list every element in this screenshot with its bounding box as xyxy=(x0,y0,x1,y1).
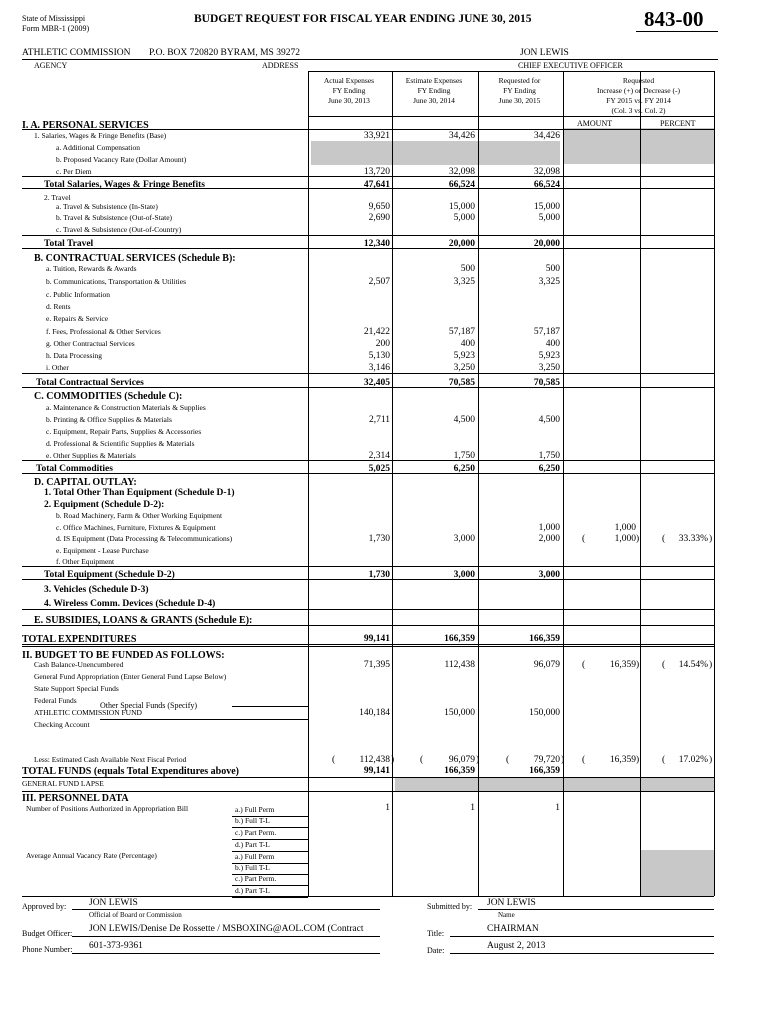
personnel-value: 1 xyxy=(555,803,560,813)
row-label: General Fund Appropriation (Enter General Fund Lapse Below) xyxy=(34,672,227,681)
cell-c2: 500 xyxy=(460,264,475,274)
personnel-value: 1 xyxy=(385,803,390,813)
cell-c2: 57,187 xyxy=(448,327,475,337)
personnel-head: III. PERSONNEL DATA xyxy=(22,793,129,804)
row-divider xyxy=(22,566,714,567)
open-paren: ( xyxy=(332,755,336,765)
column-divider xyxy=(392,791,393,896)
column-header-c1-line: June 30, 2013 xyxy=(328,96,370,105)
cell-c2: 5,000 xyxy=(453,213,475,223)
row-label: Total Equipment (Schedule D-2) xyxy=(44,570,175,580)
cell-c2: 32,098 xyxy=(448,167,475,177)
row-label: e. Equipment - Lease Purchase xyxy=(56,546,149,555)
column-divider xyxy=(640,71,641,791)
cell-c3: 1,000 xyxy=(538,523,560,533)
column-header-c4-line: Requested xyxy=(622,76,655,85)
cell-c2: 3,325 xyxy=(453,277,475,287)
row-divider xyxy=(22,373,714,374)
cell-c2: 3,000 xyxy=(453,534,475,544)
agency-code: 843-00 xyxy=(644,7,704,31)
other-special-funds-label: Other Special Funds (Specify) xyxy=(100,701,198,710)
row-label: h. Data Processing xyxy=(46,351,103,360)
column-divider xyxy=(714,71,715,791)
row-label: b. Communications, Transportation & Utilities xyxy=(46,277,187,286)
row-label: a. Travel & Subsistence (In-State) xyxy=(56,202,158,211)
cell-c3: 5,000 xyxy=(538,213,560,223)
row-label: d. IS Equipment (Data Processing & Telecommunications) xyxy=(56,534,233,543)
cell-c3: 32,098 xyxy=(533,167,560,177)
row-label: d. Rents xyxy=(46,302,71,311)
row-label: c. Travel & Subsistence (Out-of-Country) xyxy=(56,225,182,234)
cell-c1: 112,438 xyxy=(359,755,390,765)
cell-c1: 2,507 xyxy=(368,277,390,287)
cell-percent: 14.54% xyxy=(678,660,708,670)
cell-c1: 1,730 xyxy=(368,534,390,544)
open-paren: ( xyxy=(662,660,666,670)
cell-c2: 150,000 xyxy=(444,708,475,718)
cell-c2: 20,000 xyxy=(448,239,475,249)
cell-c1: 99,141 xyxy=(363,634,390,644)
vacancy-label: Average Annual Vacancy Rate (Percentage) xyxy=(26,851,157,860)
form-number: Form MBR-1 (2009) xyxy=(22,24,90,33)
cell-c3: 166,359 xyxy=(529,634,560,644)
row-label: b. Proposed Vacancy Rate (Dollar Amount) xyxy=(56,155,187,164)
row-label: C. COMMODITIES (Schedule C): xyxy=(34,391,183,402)
cell-c3: 5,923 xyxy=(538,351,560,361)
row-label: Total Salaries, Wages & Fringe Benefits xyxy=(44,180,205,190)
cell-c2: 70,585 xyxy=(448,378,475,388)
column-header-c2-line: June 30, 2014 xyxy=(413,96,455,105)
personnel-subrow: a.) Full Perm xyxy=(235,852,275,861)
cell-c3: 2,000 xyxy=(538,534,560,544)
cell-c2: 15,000 xyxy=(448,202,475,212)
personnel-value: 1 xyxy=(470,803,475,813)
amount-header: AMOUNT xyxy=(577,119,613,128)
cell-c3: 400 xyxy=(545,339,560,349)
officer-name: JON LEWIS xyxy=(520,48,569,58)
open-paren: ( xyxy=(662,534,666,544)
row-label: g. Other Contractual Services xyxy=(46,339,135,348)
cell-percent: 17.02% xyxy=(678,755,708,765)
open-paren: ( xyxy=(582,755,586,765)
row-label: 4. Wireless Comm. Devices (Schedule D-4) xyxy=(44,599,216,609)
approved-sub: Official of Board or Commission xyxy=(89,911,182,919)
row-label: b. Travel & Subsistence (Out-of-State) xyxy=(56,213,173,222)
submitted-label: Submitted by: xyxy=(427,902,473,911)
title-value: CHAIRMAN xyxy=(487,924,539,934)
cell-c1: 2,314 xyxy=(368,451,390,461)
cell-c1: 12,340 xyxy=(363,239,390,249)
column-divider xyxy=(563,71,564,791)
cell-c3: 57,187 xyxy=(533,327,560,337)
cell-c2: 34,426 xyxy=(448,131,475,141)
personnel-subrow: c.) Part Perm. xyxy=(235,874,277,883)
cell-c2: 166,359 xyxy=(444,766,475,776)
cell-c1: 99,141 xyxy=(363,766,390,776)
column-header-c2-line: Estimate Expenses xyxy=(405,76,463,85)
budget-officer-name: JON LEWIS/Denise De Rossette / MSBOXING@AOL.COM (Contract xyxy=(89,924,364,934)
row-label: c. Per Diem xyxy=(56,167,92,176)
cell-c3: 150,000 xyxy=(529,708,560,718)
fill-line xyxy=(100,719,308,720)
close-paren: ) xyxy=(561,755,565,765)
cell-c1: 71,395 xyxy=(363,660,390,670)
cell-c1: 13,720 xyxy=(363,167,390,177)
row-label: e. Other Supplies & Materials xyxy=(46,451,136,460)
row-label: TOTAL EXPENDITURES xyxy=(22,634,137,645)
row-divider xyxy=(22,791,714,792)
cell-c2: 6,250 xyxy=(453,464,475,474)
row-label: d. Professional & Scientific Supplies & Materials xyxy=(46,439,195,448)
row-divider xyxy=(22,646,714,647)
cell-c1: 5,025 xyxy=(368,464,390,474)
open-paren: ( xyxy=(506,755,510,765)
cell-c1: 32,405 xyxy=(363,378,390,388)
row-label: Checking Account xyxy=(34,720,90,729)
row-label: 2. Equipment (Schedule D-2): xyxy=(44,500,165,510)
personnel-subrow: b.) Full T-L xyxy=(235,816,270,825)
budget-officer-label: Budget Officer: xyxy=(22,929,73,938)
column-header-c1-line: FY Ending xyxy=(332,86,366,95)
row-label: c. Equipment, Repair Parts, Supplies & Accessories xyxy=(46,427,202,436)
row-label: b. Road Machinery, Farm & Other Working Equipment xyxy=(56,511,223,520)
row-label: b. Printing & Office Supplies & Materials xyxy=(46,415,172,424)
date-label: Date: xyxy=(427,946,445,955)
column-divider xyxy=(308,71,309,791)
cell-c3: 166,359 xyxy=(529,766,560,776)
row-label: D. CAPITAL OUTLAY: xyxy=(34,477,137,488)
cell-c3: 15,000 xyxy=(533,202,560,212)
column-divider xyxy=(478,71,479,791)
open-paren: ( xyxy=(420,755,424,765)
cell-amount: 1,000 xyxy=(614,534,636,544)
cell-c3: 70,585 xyxy=(533,378,560,388)
row-label: GENERAL FUND LAPSE xyxy=(22,779,104,788)
cell-percent: 33.33% xyxy=(678,534,708,544)
cell-c3: 96,079 xyxy=(533,660,560,670)
agency-address: P.O. BOX 720820 BYRAM, MS 39272 xyxy=(149,48,300,58)
close-paren: ) xyxy=(391,755,395,765)
cell-c2: 96,079 xyxy=(448,755,475,765)
row-label: ATHLETIC COMMISSION FUND xyxy=(34,708,142,717)
row-label: f. Other Equipment xyxy=(56,557,115,566)
approved-label: Approved by: xyxy=(22,902,67,911)
row-label: 2. Travel xyxy=(44,193,71,202)
row-label: a. Maintenance & Construction Materials & Supplies xyxy=(46,403,206,412)
column-header-c1-line: Actual Expenses xyxy=(323,76,375,85)
approved-name: JON LEWIS xyxy=(89,898,138,908)
row-label: E. SUBSIDIES, LOANS & GRANTS (Schedule E): xyxy=(34,615,253,626)
cell-c2: 4,500 xyxy=(453,415,475,425)
column-header-c3-line: Requested for xyxy=(498,76,541,85)
column-divider xyxy=(392,71,393,791)
submitted-name: JON LEWIS xyxy=(487,898,536,908)
cell-c1: 9,650 xyxy=(368,202,390,212)
open-paren: ( xyxy=(662,755,666,765)
shaded-block xyxy=(395,777,714,791)
close-paren: ) xyxy=(709,660,713,670)
cell-c1: 2,690 xyxy=(368,213,390,223)
row-label: Federal Funds xyxy=(34,696,77,705)
submitted-sub: Name xyxy=(498,911,515,919)
positions-label: Number of Positions Authorized in Appropriation Bill xyxy=(26,804,189,813)
address-label: ADDRESS xyxy=(262,61,299,70)
row-divider xyxy=(22,609,714,610)
close-paren: ) xyxy=(476,755,480,765)
cell-amount: 16,359 xyxy=(609,755,636,765)
row-label: c. Office Machines, Furniture, Fixtures & Equipment xyxy=(56,523,216,532)
cell-c1: 140,184 xyxy=(359,708,390,718)
row-label: 3. Vehicles (Schedule D-3) xyxy=(44,585,149,595)
cell-c3: 66,524 xyxy=(533,180,560,190)
cell-c2: 5,923 xyxy=(453,351,475,361)
row-label: Total Contractual Services xyxy=(36,378,144,388)
row-label: e. Repairs & Service xyxy=(46,314,109,323)
officer-label: CHIEF EXECUTIVE OFFICER xyxy=(518,61,623,70)
cell-c3: 1,750 xyxy=(538,451,560,461)
column-header-c4-line: (Col. 3 vs. Col. 2) xyxy=(611,106,666,115)
column-divider xyxy=(640,791,641,896)
phone-label: Phone Number: xyxy=(22,945,73,954)
row-label: TOTAL FUNDS (equals Total Expenditures above) xyxy=(22,766,239,777)
column-header-c3-line: June 30, 2015 xyxy=(498,96,541,105)
cell-c2: 112,438 xyxy=(444,660,475,670)
title-label: Title: xyxy=(427,929,445,938)
cell-c1: 2,711 xyxy=(368,415,390,425)
row-divider xyxy=(22,896,714,897)
cell-c2: 166,359 xyxy=(444,634,475,644)
personnel-subrow: d.) Part T-L xyxy=(235,840,270,849)
percent-header: PERCENT xyxy=(660,119,696,128)
column-header-c3-line: FY Ending xyxy=(503,86,536,95)
personnel-subrow: d.) Part T-L xyxy=(235,886,270,895)
shaded-block xyxy=(563,128,714,164)
row-label: c. Public Information xyxy=(46,290,110,299)
column-divider xyxy=(308,791,309,896)
agency-name: ATHLETIC COMMISSION xyxy=(22,48,131,58)
row-label: Less: Estimated Cash Available Next Fiscal Period xyxy=(34,755,187,764)
row-label: I. A. PERSONAL SERVICES xyxy=(22,120,149,131)
state-label: State of Mississippi xyxy=(22,14,86,23)
cell-c3: 79,720 xyxy=(533,755,560,765)
cell-c3: 20,000 xyxy=(533,239,560,249)
personnel-subrow: a.) Full Perm xyxy=(235,805,275,814)
cell-c1: 1,730 xyxy=(368,570,390,580)
cell-c3: 3,000 xyxy=(538,570,560,580)
cell-c1: 3,146 xyxy=(368,363,390,373)
row-label: II. BUDGET TO BE FUNDED AS FOLLOWS: xyxy=(22,650,225,661)
open-paren: ( xyxy=(582,534,586,544)
personnel-subrow: b.) Full T-L xyxy=(235,863,270,872)
column-divider xyxy=(563,791,564,896)
shaded-block xyxy=(640,850,714,896)
cell-amount: 1,000 xyxy=(614,523,636,533)
cell-amount: 16,359 xyxy=(609,660,636,670)
cell-c3: 4,500 xyxy=(538,415,560,425)
close-paren: ) xyxy=(636,660,640,670)
row-label: i. Other xyxy=(46,363,69,372)
cell-c1: 47,641 xyxy=(363,180,390,190)
column-divider xyxy=(714,791,715,896)
column-header-c4-line: Increase (+) or Decrease (-) xyxy=(597,86,680,95)
column-header-c4-line: FY 2015 vs. FY 2014 xyxy=(606,96,671,105)
row-label: Total Commodities xyxy=(36,464,113,474)
cell-c2: 400 xyxy=(460,339,475,349)
cell-c1: 21,422 xyxy=(363,327,390,337)
cell-c3: 6,250 xyxy=(538,464,560,474)
cell-c3: 34,426 xyxy=(533,131,560,141)
personnel-subrow: c.) Part Perm. xyxy=(235,828,277,837)
row-label: a. Additional Compensation xyxy=(56,143,140,152)
date-value: August 2, 2013 xyxy=(487,941,546,951)
row-label: B. CONTRACTUAL SERVICES (Schedule B): xyxy=(34,253,236,264)
agency-label: AGENCY xyxy=(34,61,68,70)
close-paren: ) xyxy=(636,755,640,765)
row-divider xyxy=(22,777,714,778)
close-paren: ) xyxy=(709,755,713,765)
row-label: State Support Special Funds xyxy=(34,684,119,693)
row-label: 1. Total Other Than Equipment (Schedule D-1) xyxy=(44,488,235,498)
cell-c2: 1,750 xyxy=(453,451,475,461)
row-label: Cash Balance-Unencumbered xyxy=(34,660,124,669)
column-divider xyxy=(478,791,479,896)
close-paren: ) xyxy=(636,534,640,544)
cell-c3: 3,325 xyxy=(538,277,560,287)
row-label: 1. Salaries, Wages & Fringe Benefits (Base) xyxy=(34,131,167,140)
column-header-c2-line: FY Ending xyxy=(417,86,451,95)
cell-c2: 66,524 xyxy=(448,180,475,190)
row-label: a. Tuition, Rewards & Awards xyxy=(46,264,137,273)
cell-c1: 33,921 xyxy=(363,131,390,141)
row-label: f. Fees, Professional & Other Services xyxy=(46,327,161,336)
cell-c1: 200 xyxy=(375,339,390,349)
cell-c3: 3,250 xyxy=(538,363,560,373)
cell-c2: 3,000 xyxy=(453,570,475,580)
row-divider xyxy=(232,897,308,898)
row-label: Total Travel xyxy=(44,239,94,249)
phone-number: 601-373-9361 xyxy=(89,941,143,951)
shaded-block xyxy=(311,141,560,165)
cell-c1: 5,130 xyxy=(368,351,390,361)
cell-c3: 500 xyxy=(545,264,560,274)
open-paren: ( xyxy=(582,660,586,670)
page-title: BUDGET REQUEST FOR FISCAL YEAR ENDING JUNE 30, 2015 xyxy=(194,13,532,25)
close-paren: ) xyxy=(709,534,713,544)
row-divider xyxy=(22,235,714,236)
cell-c2: 3,250 xyxy=(453,363,475,373)
